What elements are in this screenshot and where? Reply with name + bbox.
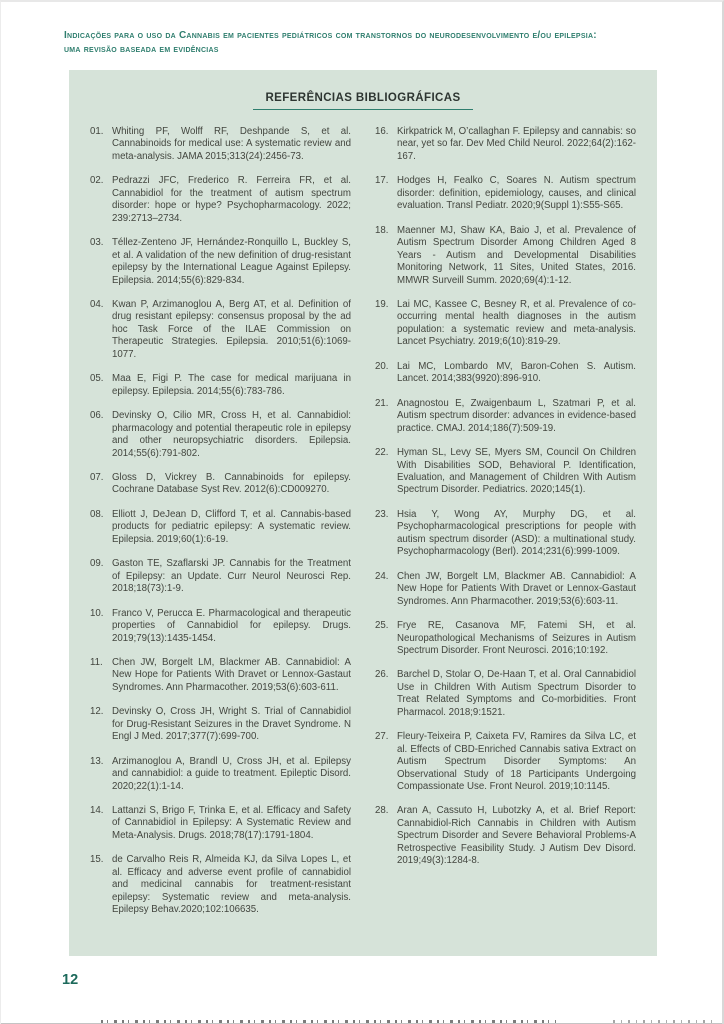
section-title-wrap bbox=[90, 88, 636, 110]
reference-item bbox=[375, 447, 636, 497]
reference-number: 17. bbox=[375, 175, 389, 187]
reference-text: Frye RE, Casanova MF, Fatemi SH, et al. Neuropathological Mechanisms of Seizures in Autism Spectrum Disorder. Front Neurosci. 2016;10:192. bbox=[397, 620, 636, 656]
reference-number: 07. bbox=[90, 471, 104, 483]
references-column-left bbox=[90, 126, 351, 929]
reference-text: Devinsky O, Cross JH, Wright S. Trial of Cannabidiol for Drug-Resistant Seizures in the Dravet Syndrome. N Engl J Med. 2017;377(7):699-700. bbox=[112, 706, 351, 743]
reference-item bbox=[375, 571, 636, 608]
reference-item bbox=[375, 299, 636, 349]
reference-text: Barchel D, Stolar O, De-Haan T, et al. Oral Cannabidiol Use in Children With Autism Spectrum Disorder to Treat Related Symptoms and Co-morbidities. Front Pharmacol. 2018;9:1521. bbox=[397, 669, 636, 718]
reference-item bbox=[90, 854, 351, 916]
reference-text: Maa E, Figi P. The case for medical marijuana in epilepsy. Epilepsia. 2014;55(6):783-786. bbox=[112, 373, 351, 397]
reference-number: 16. bbox=[375, 126, 389, 137]
references-panel bbox=[69, 70, 657, 956]
reference-number: 08. bbox=[90, 508, 104, 520]
reference-item bbox=[90, 756, 351, 793]
reference-item bbox=[90, 472, 351, 497]
reference-number: 26. bbox=[375, 669, 389, 681]
reference-number: 11. bbox=[90, 656, 103, 668]
reference-text: Maenner MJ, Shaw KA, Baio J, et al. Prevalence of Autism Spectrum Disorder Among Children Aged 8 Years - Autism and Developmental Disabilities Monitoring Network, 11 Sites, United States, 2016. MMWR Surveill Summ. 2020;69(4):1-12. bbox=[397, 224, 636, 286]
references-columns bbox=[90, 126, 636, 929]
reference-number: 24. bbox=[375, 570, 389, 582]
reference-number: 14. bbox=[90, 805, 104, 817]
reference-item bbox=[375, 225, 636, 287]
reference-item bbox=[90, 373, 351, 398]
reference-text: Anagnostou E, Zwaigenbaum L, Szatmari P, et al. Autism spectrum disorder: advances in evidence-based practice. CMAJ. 2014;186(7):509-19. bbox=[397, 397, 636, 434]
reference-number: 27. bbox=[375, 731, 389, 743]
running-header-line1: Indicações para o uso da Cannabis em pacientes pediátricos com transtornos do neurodesenvolvimento e/ou epilepsia: bbox=[64, 30, 597, 41]
reference-number: 03. bbox=[90, 237, 104, 249]
reference-number: 10. bbox=[90, 607, 104, 619]
reference-number: 20. bbox=[375, 360, 389, 372]
reference-text: Devinsky O, Cilio MR, Cross H, et al. Cannabidiol: pharmacology and potential therapeutic role in epilepsy and other neuropsychiatric disorders. Epilepsia. 2014;55(6):791-802. bbox=[112, 410, 351, 459]
reference-number: 21. bbox=[375, 397, 389, 409]
reference-text: Whiting PF, Wolff RF, Deshpande S, et al. Cannabinoids for medical use: A systematic review and meta-analysis. JAMA 2015;313(24):2456-73. bbox=[112, 126, 351, 162]
clipped-next-page-text bbox=[1, 1020, 722, 1024]
reference-item bbox=[90, 175, 351, 225]
reference-text: Lattanzi S, Brigo F, Trinka E, et al. Efficacy and Safety of Cannabidiol in Epilepsy: A Systematic Review and Meta-Analysis. Drugs. 2018;78(17):1791-1804. bbox=[112, 805, 351, 841]
clipped-text-marks bbox=[613, 1020, 713, 1023]
reference-item bbox=[90, 558, 351, 595]
reference-text: Kirkpatrick M, O’callaghan F. Epilepsy and cannabis: so near, yet so far. Dev Med Child Neurol. 2022;64(2):162-167. bbox=[397, 126, 636, 162]
reference-item bbox=[375, 175, 636, 212]
reference-item bbox=[375, 731, 636, 793]
reference-item bbox=[375, 126, 636, 163]
reference-number: 12. bbox=[90, 706, 104, 718]
reference-text: Aran A, Cassuto H, Lubotzky A, et al. Brief Report: Cannabidiol-Rich Cannabis in Children with Autism Spectrum Disorder and Severe Behavioral Problems-A Retrospective Feasibility Study. J Autism Dev Disord. 2019;49(3):1284-8. bbox=[397, 805, 636, 867]
reference-number: 18. bbox=[375, 224, 389, 236]
reference-text: Lai MC, Kassee C, Besney R, et al. Prevalence of co-occurring mental health diagnoses in the autism population: a systematic review and meta-analysis. Lancet Psychiatry. 2019;6(10):819-29. bbox=[397, 298, 636, 348]
reference-text: Arzimanoglou A, Brandl U, Cross JH, et al. Epilepsy and cannabidiol: a guide to treatment. Epileptic Disord. 2020;22(1):1-14. bbox=[112, 755, 351, 792]
reference-item bbox=[90, 706, 351, 743]
reference-text: Pedrazzi JFC, Frederico R. Ferreira FR, et al. Cannabidiol for the treatment of autism spectrum disorder: hope or hype? Psychopharmacology. 2022; 239:2713–2734. bbox=[112, 175, 351, 224]
page-number: 12 bbox=[62, 972, 79, 988]
reference-number: 13. bbox=[90, 755, 104, 767]
reference-number: 09. bbox=[90, 558, 104, 570]
reference-number: 19. bbox=[375, 298, 389, 310]
reference-item bbox=[375, 361, 636, 386]
reference-text: Gaston TE, Szaflarski JP. Cannabis for the Treatment of Epilepsy: an Update. Curr Neurol Neurosci Rep. 2018;18(73):1-9. bbox=[112, 558, 351, 595]
running-header-line2: uma revisão baseada em evidências bbox=[64, 43, 219, 55]
references-column-right bbox=[375, 126, 636, 929]
reference-number: 05. bbox=[90, 373, 104, 385]
running-header bbox=[64, 29, 664, 56]
reference-text: Téllez-Zenteno JF, Hernández-Ronquillo L, Buckley S, et al. A validation of the new definition of drug-resistant epilepsy by the International League Against Epilepsy. Epilepsia. 2014;55(6):829-834. bbox=[112, 237, 351, 286]
section-title: REFERÊNCIAS BIBLIOGRÁFICAS bbox=[253, 92, 472, 110]
reference-item bbox=[375, 620, 636, 657]
reference-text: Lai MC, Lombardo MV, Baron-Cohen S. Autism. Lancet. 2014;383(9920):896-910. bbox=[397, 360, 636, 385]
reference-item bbox=[90, 299, 351, 361]
reference-item bbox=[375, 669, 636, 719]
reference-text: Gloss D, Vickrey B. Cannabinoids for epilepsy. Cochrane Database Syst Rev. 2012(6):CD009270. bbox=[112, 471, 351, 496]
reference-number: 28. bbox=[375, 805, 389, 817]
reference-item bbox=[90, 509, 351, 546]
reference-item bbox=[90, 410, 351, 460]
reference-text: Chen JW, Borgelt LM, Blackmer AB. Cannabidiol: A New Hope for Patients With Dravet or Lennox-Gastaut Syndromes. Ann Pharmacother. 2019;53(6):603-11. bbox=[397, 570, 636, 607]
reference-item bbox=[375, 509, 636, 559]
reference-text: Hyman SL, Levy SE, Myers SM, Council On Children With Disabilities SOD, Behavioral P. Identification, Evaluation, and Management of Children With Autism Spectrum Disorder. Pediatrics. 2020;145(1). bbox=[397, 447, 636, 496]
reference-number: 01. bbox=[90, 126, 104, 137]
reference-item bbox=[90, 657, 351, 694]
reference-text: Fleury-Teixeira P, Caixeta FV, Ramires da Silva LC, et al. Effects of CBD-Enriched Cannabis sativa Extract on Autism Spectrum Disorder Symptoms: An Observational Study of 18 Participants Undergoing Compassionate Use. Front Neurol. 2019;10:1145. bbox=[397, 731, 636, 793]
reference-item bbox=[90, 237, 351, 287]
reference-text: Hsia Y, Wong AY, Murphy DG, et al. Psychopharmacological prescriptions for people with autism spectrum disorder (ASD): a multinational study. Psychopharmacology (Berl). 2014;231(6):999-1009. bbox=[397, 508, 636, 558]
reference-text: Hodges H, Fealko C, Soares N. Autism spectrum disorder: definition, epidemiology, causes, and clinical evaluation. Transl Pediatr. 2020;9(Suppl 1):S55-S65. bbox=[397, 175, 636, 212]
reference-item bbox=[90, 805, 351, 842]
reference-number: 02. bbox=[90, 175, 104, 187]
reference-text: Chen JW, Borgelt LM, Blackmer AB. Cannabidiol: A New Hope for Patients With Dravet or Lennox-Gastaut Syndromes. Ann Pharmacother. 2019;53(6):603-611. bbox=[112, 656, 351, 693]
reference-number: 15. bbox=[90, 854, 104, 866]
reference-text: Franco V, Perucca E. Pharmacological and therapeutic properties of Cannabidiol for epilepsy. Drugs. 2019;79(13):1435-1454. bbox=[112, 607, 351, 644]
reference-item bbox=[90, 608, 351, 645]
reference-text: Elliott J, DeJean D, Clifford T, et al. Cannabis-based products for pediatric epilepsy: A systematic review. Epilepsia. 2019;60(1):6-19. bbox=[112, 508, 351, 545]
reference-number: 23. bbox=[375, 508, 389, 520]
reference-number: 25. bbox=[375, 620, 389, 632]
reference-number: 06. bbox=[90, 410, 104, 422]
reference-number: 22. bbox=[375, 447, 389, 459]
reference-item bbox=[375, 398, 636, 435]
reference-item bbox=[375, 805, 636, 867]
reference-item bbox=[90, 126, 351, 163]
reference-text: Kwan P, Arzimanoglou A, Berg AT, et al. Definition of drug resistant epilepsy: consensus proposal by the ad hoc Task Force of the ILAE Commission on Therapeutic Strategies. Epilepsia. 2010;51(6):1069-1077. bbox=[112, 298, 351, 360]
reference-number: 04. bbox=[90, 298, 104, 310]
reference-text: de Carvalho Reis R, Almeida KJ, da Silva Lopes L, et al. Efficacy and adverse event profile of cannabidiol and medicinal cannabis for treatment-resistant epilepsy: Systematic review and meta-analysis. Epilepsy Behav.2020;102:106635. bbox=[112, 854, 351, 916]
clipped-text-marks bbox=[101, 1020, 556, 1023]
